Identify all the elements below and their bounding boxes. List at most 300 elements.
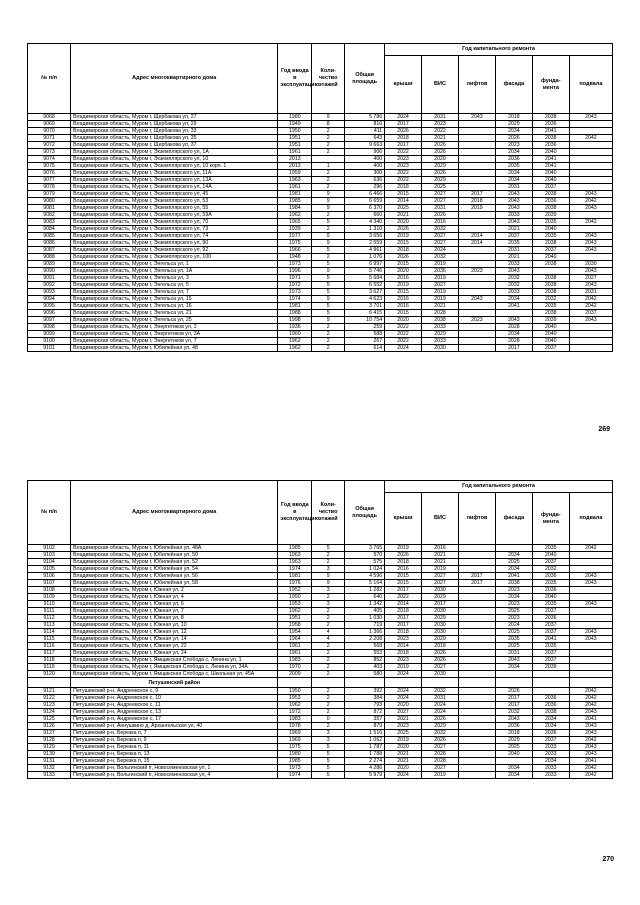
cell-address: Владимирская область, Муром г, Экземплярского ул, 10 bbox=[71, 156, 278, 163]
cell-floors: 2 bbox=[312, 643, 345, 650]
cell-num: 9069 bbox=[28, 121, 71, 128]
cell-vis: 2026 bbox=[422, 716, 459, 723]
cell-address: Владимирская область, Муром г, Юбилейная ул, 56 bbox=[71, 573, 278, 580]
cell-year-built: 1963 bbox=[278, 552, 312, 559]
cell-num: 9094 bbox=[28, 296, 71, 303]
cell-floors: 3 bbox=[312, 730, 345, 737]
cell-roof: 2017 bbox=[385, 622, 422, 629]
cell-floors: 3 bbox=[312, 737, 345, 744]
cell-vis: 2027 bbox=[422, 664, 459, 671]
cell-basement bbox=[569, 254, 612, 261]
cell-year-built: 1962 bbox=[278, 212, 312, 219]
cell-address: Владимирская область, Муром г, Юбилейная ул, 50 bbox=[71, 552, 278, 559]
cell-year-built: 1978 bbox=[278, 723, 312, 730]
cell-facade: 2033 bbox=[495, 261, 532, 268]
cell-roof: 2023 bbox=[385, 156, 422, 163]
cell-num: 9081 bbox=[28, 205, 71, 212]
cell-facade: 2034 bbox=[495, 594, 532, 601]
cell-roof: 2023 bbox=[385, 163, 422, 170]
cell-elevators bbox=[458, 664, 495, 671]
cell-num: 9126 bbox=[28, 723, 71, 730]
cell-num: 9127 bbox=[28, 730, 71, 737]
cell-num: 9129 bbox=[28, 744, 71, 751]
table-body bbox=[28, 114, 613, 352]
cell-address: Владимирская область, Муром г, Южная ул, 2 bbox=[71, 587, 278, 594]
cell-area: 568 bbox=[345, 643, 385, 650]
table-row bbox=[28, 156, 613, 163]
cell-num: 9079 bbox=[28, 191, 71, 198]
cell-area: 6 552 bbox=[345, 282, 385, 289]
cell-num: 9111 bbox=[28, 608, 71, 615]
cell-year-built: 1980 bbox=[278, 114, 312, 121]
cell-foundation: 2036 bbox=[532, 587, 569, 594]
cell-floors: 9 bbox=[312, 580, 345, 587]
cell-facade: 2034 bbox=[495, 566, 532, 573]
cell-roof: 2024 bbox=[385, 688, 422, 695]
cell-vis: 2029 bbox=[422, 177, 459, 184]
cell-year-built: 1981 bbox=[278, 191, 312, 198]
cell-num: 9091 bbox=[28, 275, 71, 282]
table-row bbox=[28, 198, 613, 205]
cell-year-built: 1971 bbox=[278, 275, 312, 282]
cell-facade: 2026 bbox=[495, 135, 532, 142]
cell-address: Владимирская область, Муром г, Южная ул, 24 bbox=[71, 650, 278, 657]
cell-year-built: 1972 bbox=[278, 282, 312, 289]
cell-foundation bbox=[532, 688, 569, 695]
cell-area: 575 bbox=[345, 559, 385, 566]
cell-roof: 2018 bbox=[385, 650, 422, 657]
cell-area: 719 bbox=[345, 622, 385, 629]
cell-foundation: 2036 bbox=[532, 702, 569, 709]
col-header-facade: фасада bbox=[495, 493, 532, 545]
cell-vis: 2027 bbox=[422, 580, 459, 587]
cell-vis: 2027 bbox=[422, 744, 459, 751]
cell-foundation: 2035 bbox=[532, 545, 569, 552]
cell-vis: 2036 bbox=[422, 268, 459, 275]
cell-num: 9093 bbox=[28, 289, 71, 296]
cell-area: 816 bbox=[345, 121, 385, 128]
table-row bbox=[28, 702, 613, 709]
cell-area: 1 516 bbox=[345, 730, 385, 737]
cell-area: 4 961 bbox=[345, 247, 385, 254]
cell-vis: 2019 bbox=[422, 566, 459, 573]
cell-vis: 2030 bbox=[422, 629, 459, 636]
cell-num: 9078 bbox=[28, 184, 71, 191]
cell-address: Владимирская область, Муром г, Юбилейная ул, 48А bbox=[71, 545, 278, 552]
cell-area: 1 282 bbox=[345, 587, 385, 594]
cell-address: Владимирская область, Муром г, Ямщикская Слобода с, Ленина ул, 1 bbox=[71, 657, 278, 664]
cell-elevators bbox=[458, 702, 495, 709]
cell-area: 400 bbox=[345, 156, 385, 163]
table-row bbox=[28, 275, 613, 282]
cell-year-built: 1949 bbox=[278, 121, 312, 128]
col-header-year-built: Год ввода в эксплуатацию bbox=[278, 44, 312, 114]
cell-num: 9106 bbox=[28, 573, 71, 580]
cell-num: 9100 bbox=[28, 338, 71, 345]
cell-area: 403 bbox=[345, 664, 385, 671]
table-row bbox=[28, 338, 613, 345]
cell-roof: 2018 bbox=[385, 559, 422, 566]
cell-roof: 2024 bbox=[385, 772, 422, 779]
cell-floors: 3 bbox=[312, 601, 345, 608]
cell-floors: 2 bbox=[312, 338, 345, 345]
cell-facade: 2025 bbox=[495, 608, 532, 615]
cell-area: 2 559 bbox=[345, 240, 385, 247]
cell-floors: 2 bbox=[312, 688, 345, 695]
cell-num: 9080 bbox=[28, 198, 71, 205]
cell-address: Владимирская область, Муром г, Экземплярского ул, 90 bbox=[71, 240, 278, 247]
table-row bbox=[28, 163, 613, 170]
cell-num: 9114 bbox=[28, 629, 71, 636]
cell-area: 4 623 bbox=[345, 296, 385, 303]
cell-elevators bbox=[458, 678, 495, 688]
cell-year-built bbox=[278, 678, 312, 688]
cell-facade: 2032 bbox=[495, 282, 532, 289]
cell-year-built: 1961 bbox=[278, 149, 312, 156]
cell-vis: 2018 bbox=[422, 643, 459, 650]
col-header-year-built: Год ввода в эксплуатацию bbox=[278, 481, 312, 545]
cell-num: 9095 bbox=[28, 303, 71, 310]
col-header-address: Адрес многоквартирного дома bbox=[71, 44, 278, 114]
cell-basement: 2042 bbox=[569, 765, 612, 772]
cell-area: 357 bbox=[345, 716, 385, 723]
cell-area: 300 bbox=[345, 170, 385, 177]
cell-vis: 2028 bbox=[422, 758, 459, 765]
cell-facade: 2025 bbox=[495, 629, 532, 636]
col-header-area: Общая площадь bbox=[345, 44, 385, 114]
cell-roof: 2026 bbox=[385, 128, 422, 135]
cell-year-built: 1951 bbox=[278, 615, 312, 622]
table-row bbox=[28, 615, 613, 622]
cell-roof: 2017 bbox=[385, 121, 422, 128]
cell-foundation: 2034 bbox=[532, 716, 569, 723]
cell-num: 9108 bbox=[28, 587, 71, 594]
cell-vis: 2017 bbox=[422, 601, 459, 608]
cell-floors: 2 bbox=[312, 709, 345, 716]
cell-roof: 2022 bbox=[385, 177, 422, 184]
cell-foundation: 2036 bbox=[532, 730, 569, 737]
cell-facade: 2023 bbox=[495, 587, 532, 594]
cell-facade: 2032 bbox=[495, 709, 532, 716]
cell-foundation: 2036 bbox=[532, 573, 569, 580]
cell-facade: 2025 bbox=[495, 559, 532, 566]
cell-address: Петушинский р-н, Вольгинский п, Новосеменовская ул, 1 bbox=[71, 765, 278, 772]
cell-floors: 5 bbox=[312, 289, 345, 296]
cell-foundation: 2035 bbox=[532, 643, 569, 650]
cell-basement: 2043 bbox=[569, 751, 612, 758]
table-row bbox=[28, 636, 613, 643]
cell-num: 9117 bbox=[28, 650, 71, 657]
cell-elevators: 2014 bbox=[458, 240, 495, 247]
cell-num: 9121 bbox=[28, 688, 71, 695]
cell-facade: 2043 bbox=[495, 657, 532, 664]
cell-basement bbox=[569, 142, 612, 149]
cell-facade: 2036 bbox=[495, 156, 532, 163]
cell-address: Петушинский р-н, Березка п, 7 bbox=[71, 730, 278, 737]
col-header-facade: фасада bbox=[495, 56, 532, 114]
cell-year-built: 1939 bbox=[278, 226, 312, 233]
cell-facade bbox=[495, 545, 532, 552]
cell-foundation: 2040 bbox=[532, 177, 569, 184]
cell-vis: 2026 bbox=[422, 657, 459, 664]
cell-basement bbox=[569, 552, 612, 559]
cell-elevators bbox=[458, 559, 495, 566]
cell-roof: 2020 bbox=[385, 317, 422, 324]
cell-year-built: 1952 bbox=[278, 587, 312, 594]
cell-floors: 2 bbox=[312, 331, 345, 338]
col-header-num: № п/п bbox=[28, 44, 71, 114]
cell-num: 9089 bbox=[28, 261, 71, 268]
cell-vis: 2019 bbox=[422, 289, 459, 296]
cell-basement bbox=[569, 212, 612, 219]
cell-address: Владимирская область, Муром г, Энгельса ул, 7 bbox=[71, 289, 278, 296]
cell-year-built: 1958 bbox=[278, 622, 312, 629]
cell-address: Владимирская область, Муром г, Юбилейная ул, 58 bbox=[71, 580, 278, 587]
cell-num: 9110 bbox=[28, 601, 71, 608]
cell-basement: 2042 bbox=[569, 688, 612, 695]
cell-address: Владимирская область, Муром г, Ямщикская Слобода с, Школьная ул, 45А bbox=[71, 671, 278, 678]
cell-foundation: 2037 bbox=[532, 650, 569, 657]
cell-vis: 2030 bbox=[422, 608, 459, 615]
cell-address: Владимирская область, Муром г, Энергетиков ул, 2 bbox=[71, 324, 278, 331]
cell-facade: 2043 bbox=[495, 317, 532, 324]
cell-area: 405 bbox=[345, 608, 385, 615]
cell-vis: 2030 bbox=[422, 587, 459, 594]
cell-num: 9103 bbox=[28, 552, 71, 559]
cell-foundation: 2035 bbox=[532, 601, 569, 608]
cell-num: 9098 bbox=[28, 324, 71, 331]
cell-elevators bbox=[458, 184, 495, 191]
cell-elevators bbox=[458, 261, 495, 268]
cell-roof: 2022 bbox=[385, 149, 422, 156]
cell-facade: 2043 bbox=[495, 716, 532, 723]
table-row bbox=[28, 331, 613, 338]
cell-elevators: 2043 bbox=[458, 296, 495, 303]
cell-basement bbox=[569, 608, 612, 615]
cell-elevators bbox=[458, 723, 495, 730]
cell-address: Владимирская область, Муром г, Экземплярского ул, 59А bbox=[71, 212, 278, 219]
cell-floors: 2 bbox=[312, 212, 345, 219]
cell-year-built: 1960 bbox=[278, 331, 312, 338]
cell-facade: 2043 bbox=[495, 219, 532, 226]
cell-basement bbox=[569, 331, 612, 338]
cell-elevators bbox=[458, 636, 495, 643]
cell-foundation: 2037 bbox=[532, 345, 569, 352]
cell-num: 9077 bbox=[28, 177, 71, 184]
cell-area: 4 286 bbox=[345, 765, 385, 772]
cell-elevators bbox=[458, 177, 495, 184]
cell-facade: 2038 bbox=[495, 580, 532, 587]
cell-roof: 2015 bbox=[385, 580, 422, 587]
cell-roof: 2019 bbox=[385, 664, 422, 671]
cell-elevators bbox=[458, 657, 495, 664]
cell-facade: 2034 bbox=[495, 149, 532, 156]
cell-facade bbox=[495, 678, 532, 688]
cell-year-built: 1981 bbox=[278, 303, 312, 310]
cell-facade: 2026 bbox=[495, 688, 532, 695]
cell-basement bbox=[569, 324, 612, 331]
col-header-elevators: лифтов bbox=[458, 56, 495, 114]
cell-basement: 2043 bbox=[569, 723, 612, 730]
cell-vis: 2024 bbox=[422, 702, 459, 709]
table-row bbox=[28, 716, 613, 723]
table-row bbox=[28, 709, 613, 716]
cell-floors: 2 bbox=[312, 695, 345, 702]
cell-area: 1 788 bbox=[345, 751, 385, 758]
cell-basement: 2041 bbox=[569, 758, 612, 765]
cell-basement bbox=[569, 566, 612, 573]
cell-elevators bbox=[458, 671, 495, 678]
cell-area: 5 979 bbox=[345, 772, 385, 779]
cell-foundation: 2039 bbox=[532, 317, 569, 324]
cell-address: Владимирская область, Муром г, Энгельса ул, 1А bbox=[71, 268, 278, 275]
table-row bbox=[28, 671, 613, 678]
cell-foundation: 2037 bbox=[532, 559, 569, 566]
cell-basement: 2043 bbox=[569, 317, 612, 324]
cell-floors: 2 bbox=[312, 135, 345, 142]
cell-foundation: 2035 bbox=[532, 580, 569, 587]
cell-area: 9 663 bbox=[345, 142, 385, 149]
cell-basement bbox=[569, 338, 612, 345]
cell-facade: 2023 bbox=[495, 142, 532, 149]
cell-foundation: 2038 bbox=[532, 240, 569, 247]
cell-area: 1 062 bbox=[345, 737, 385, 744]
cell-area: 1 024 bbox=[345, 566, 385, 573]
cell-basement: 2027 bbox=[569, 275, 612, 282]
cell-basement: 2042 bbox=[569, 296, 612, 303]
cell-area: 2 274 bbox=[345, 758, 385, 765]
cell-address: Владимирская область, Муром г, Экземплярского ул, 10 корп. 1 bbox=[71, 163, 278, 170]
cell-foundation: 2041 bbox=[532, 156, 569, 163]
cell-vis: 2030 bbox=[422, 671, 459, 678]
cell-num: 9123 bbox=[28, 702, 71, 709]
cell-elevators bbox=[458, 331, 495, 338]
cell-foundation: 2035 bbox=[532, 233, 569, 240]
cell-facade: 2029 bbox=[495, 737, 532, 744]
cell-vis: 2027 bbox=[422, 233, 459, 240]
cell-facade: 2034 bbox=[495, 772, 532, 779]
cell-vis: 2028 bbox=[422, 310, 459, 317]
cell-vis: 2025 bbox=[422, 184, 459, 191]
cell-year-built: 1972 bbox=[278, 709, 312, 716]
cell-roof: 2017 bbox=[385, 142, 422, 149]
cell-year-built: 1962 bbox=[278, 345, 312, 352]
cell-facade: 2032 bbox=[495, 275, 532, 282]
cell-foundation: 2038 bbox=[532, 289, 569, 296]
cell-roof: 2015 bbox=[385, 289, 422, 296]
cell-year-built: 1962 bbox=[278, 608, 312, 615]
cell-address: Владимирская область, Муром г, Щербакова ул, 35 bbox=[71, 135, 278, 142]
cell-year-built: 1981 bbox=[278, 573, 312, 580]
cell-address: Петушинский р-н, Андреевское с, 17 bbox=[71, 716, 278, 723]
cell-foundation: 2040 bbox=[532, 552, 569, 559]
cell-elevators bbox=[458, 247, 495, 254]
cell-year-built: 1965 bbox=[278, 219, 312, 226]
cell-area: 570 bbox=[345, 552, 385, 559]
cell-num: 9122 bbox=[28, 695, 71, 702]
cell-roof: 2025 bbox=[385, 730, 422, 737]
cell-facade: 2034 bbox=[495, 177, 532, 184]
cell-num: 9101 bbox=[28, 345, 71, 352]
cell-facade: 2034 bbox=[495, 552, 532, 559]
cell-basement: 2043 bbox=[569, 114, 612, 121]
cell-facade: 2017 bbox=[495, 702, 532, 709]
table-row bbox=[28, 629, 613, 636]
cell-vis: 2029 bbox=[422, 594, 459, 601]
cell-facade: 2034 bbox=[495, 128, 532, 135]
cell-basement bbox=[569, 643, 612, 650]
cell-year-built: 1985 bbox=[278, 545, 312, 552]
cell-roof: 2016 bbox=[385, 296, 422, 303]
cell-roof: 2019 bbox=[385, 233, 422, 240]
cell-basement: 2043 bbox=[569, 580, 612, 587]
cell-elevators bbox=[458, 709, 495, 716]
cell-foundation: 2041 bbox=[532, 163, 569, 170]
cell-elevators bbox=[458, 730, 495, 737]
table-row bbox=[28, 751, 613, 758]
cell-address: Владимирская область, Муром г, Экземплярского ул, 55 bbox=[71, 205, 278, 212]
cell-elevators bbox=[458, 545, 495, 552]
cell-area: 6 415 bbox=[345, 310, 385, 317]
cell-vis: 2022 bbox=[422, 128, 459, 135]
cell-address: Владимирская область, Муром г, Энергетиков ул, 3А bbox=[71, 331, 278, 338]
cell-area: 411 bbox=[345, 128, 385, 135]
cell-year-built: 1973 bbox=[278, 765, 312, 772]
cell-facade: 2018 bbox=[495, 730, 532, 737]
cell-basement bbox=[569, 559, 612, 566]
cell-vis: 2026 bbox=[422, 650, 459, 657]
cell-elevators bbox=[458, 552, 495, 559]
cell-year-built: 1961 bbox=[278, 184, 312, 191]
cell-basement bbox=[569, 622, 612, 629]
capital-repair-table-page-270 bbox=[27, 480, 613, 779]
cell-foundation: 2037 bbox=[532, 657, 569, 664]
cell-basement bbox=[569, 128, 612, 135]
cell-num: 9102 bbox=[28, 545, 71, 552]
cell-elevators bbox=[458, 226, 495, 233]
table-row bbox=[28, 573, 613, 580]
col-header-floors: Коли-чество этажей bbox=[312, 481, 345, 545]
cell-area: 553 bbox=[345, 650, 385, 657]
col-header-basement: подвала bbox=[569, 56, 612, 114]
cell-elevators bbox=[458, 156, 495, 163]
cell-year-built: 1962 bbox=[278, 702, 312, 709]
cell-vis: 2019 bbox=[422, 261, 459, 268]
cell-elevators bbox=[458, 163, 495, 170]
cell-facade: 2043 bbox=[495, 198, 532, 205]
cell-num: 9104 bbox=[28, 559, 71, 566]
table-header bbox=[28, 481, 613, 545]
col-header-repair-year-group: Год капитального ремонта bbox=[385, 481, 613, 493]
cell-year-built: 1964 bbox=[278, 636, 312, 643]
cell-floors bbox=[312, 678, 345, 688]
cell-year-built: 1996 bbox=[278, 268, 312, 275]
cell-facade: 2036 bbox=[495, 723, 532, 730]
cell-year-built: 1974 bbox=[278, 566, 312, 573]
cell-num: 9115 bbox=[28, 636, 71, 643]
cell-address: Владимирская область, Муром г, Экземплярского ул, 74 bbox=[71, 233, 278, 240]
cell-roof: 2020 bbox=[385, 765, 422, 772]
col-header-elevators: лифтов bbox=[458, 493, 495, 545]
cell-foundation: 2038 bbox=[532, 114, 569, 121]
cell-foundation: 2035 bbox=[532, 303, 569, 310]
cell-floors: 4 bbox=[312, 629, 345, 636]
cell-roof: 2018 bbox=[385, 184, 422, 191]
cell-elevators bbox=[458, 289, 495, 296]
cell-facade: 2031 bbox=[495, 184, 532, 191]
cell-year-built: 1953 bbox=[278, 601, 312, 608]
cell-year-built: 1970 bbox=[278, 664, 312, 671]
